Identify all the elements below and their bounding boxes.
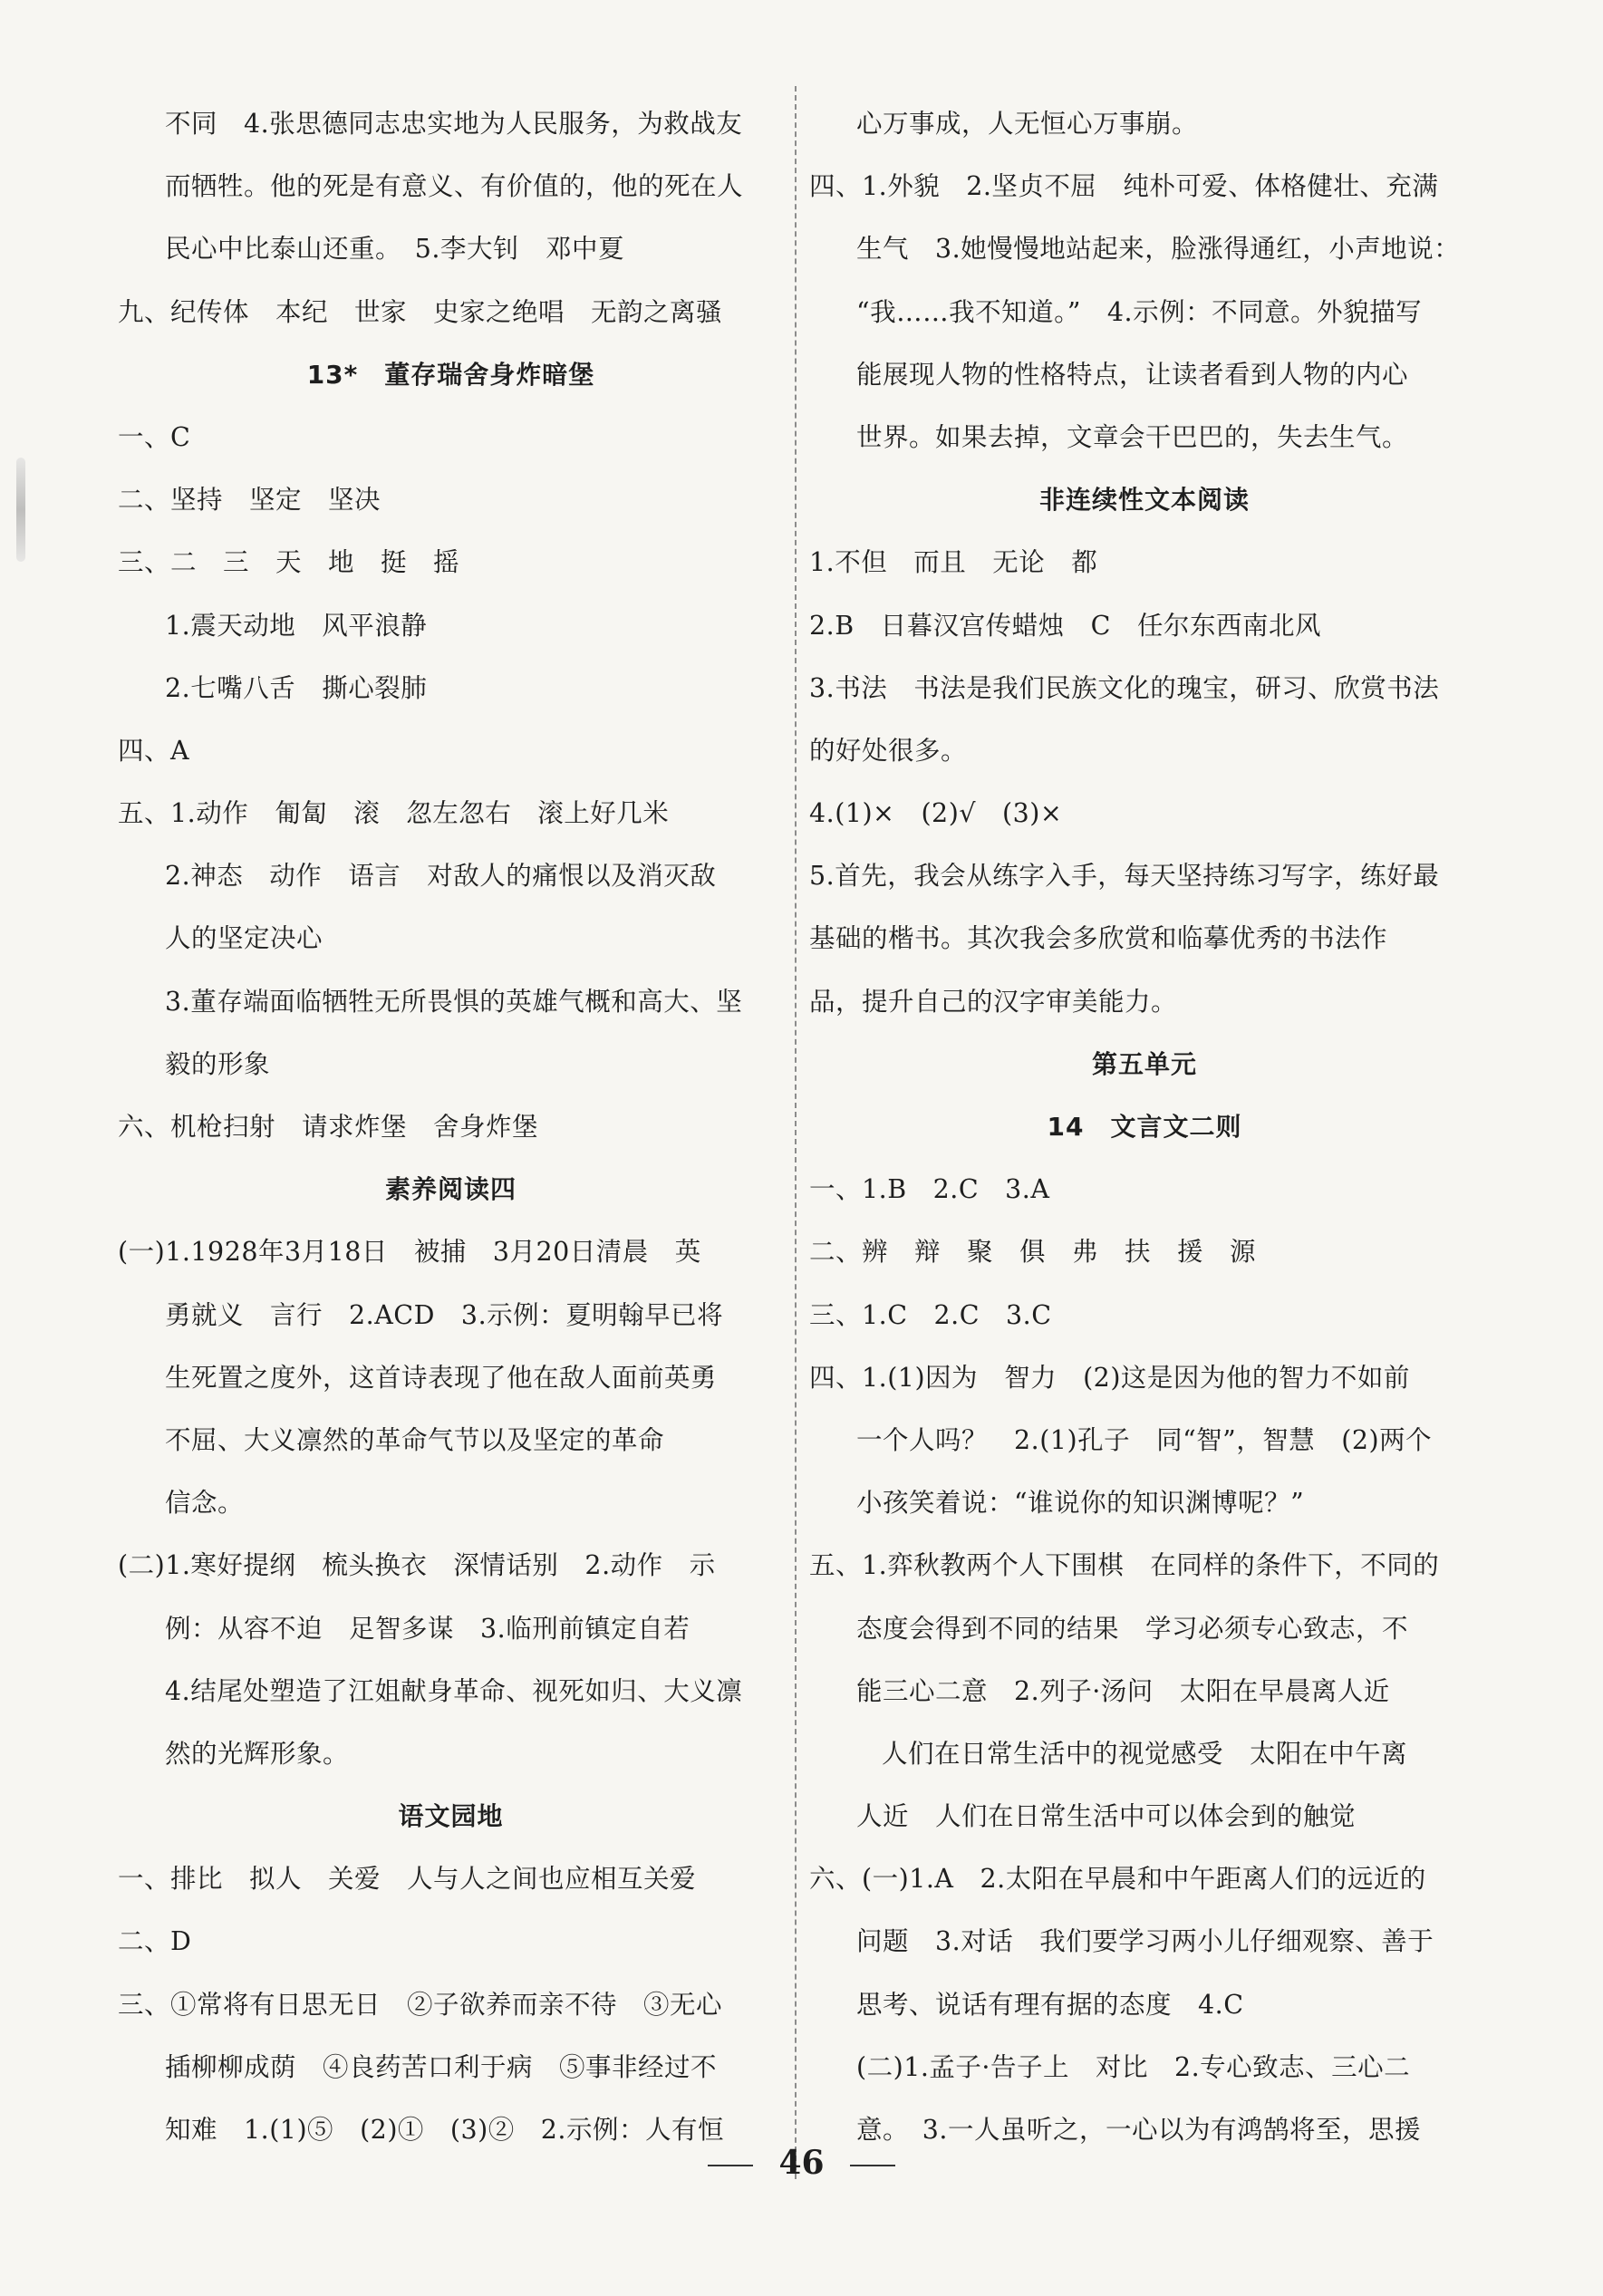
answer-line: 一、1.B 2.C 3.A	[809, 1174, 1050, 1205]
section-heading: 13* 董存瑞舍身炸暗堡	[306, 359, 595, 390]
answer-line: 知难 1.(1)⑤ (2)① (3)② 2.示例：人有恒	[165, 2115, 724, 2145]
answer-line: 一个人吗？ 2.(1)孔子 同“智”，智慧 (2)两个	[856, 1424, 1433, 1455]
answer-line: 二、辨 辩 聚 俱 弗 扶 援 源	[809, 1237, 1257, 1268]
answer-line: 心万事成，人无恒心万事崩。	[856, 109, 1199, 139]
answer-line: 人们在日常生活中的视觉感受 太阳在中午离	[882, 1738, 1408, 1769]
answer-line: 六、(一)1.A 2.太阳在早晨和中午距离人们的远近的	[809, 1864, 1426, 1895]
answer-line: 信念。	[165, 1488, 245, 1519]
answer-line: 1.震天动地 风平浪静	[165, 610, 428, 641]
answer-line: 五、1.动作 匍匐 滚 忽左忽右 滚上好几米	[118, 798, 670, 829]
answer-line: 插柳柳成荫 ④良药苦口利于病 ⑤事非经过不	[165, 2051, 718, 2082]
answer-line: (一)1.1928年3月18日 被捕 3月20日清晨 英	[118, 1237, 701, 1268]
answer-line: 4.(1)× (2)√ (3)×	[809, 798, 1063, 829]
answer-line: 一、C	[118, 421, 191, 452]
answer-line: 例：从容不迫 足智多谋 3.临刑前镇定自若	[165, 1613, 690, 1644]
section-heading: 素养阅读四	[384, 1174, 517, 1205]
answer-line: 二、坚持 坚定 坚决	[118, 485, 381, 516]
answer-line: 四、1.外貌 2.坚贞不屈 纯朴可爱、体格健壮、充满	[809, 171, 1439, 202]
answer-line: (二)1.寒好提纲 梳头换衣 深情话别 2.动作 示	[118, 1550, 716, 1581]
answer-line: 四、A	[118, 735, 190, 766]
answer-line: 2.神态 动作 语言 对敌人的痛恨以及消灭敌	[165, 861, 717, 892]
page-number: 46	[778, 2144, 825, 2182]
answer-line: 意。 3.一人虽听之，一心以为有鸿鹄将至，思援	[856, 2115, 1421, 2145]
answer-line: 1.不但 而且 无论 都	[809, 547, 1098, 578]
answer-line: 二、D	[118, 1926, 192, 1957]
footer-dash-right	[850, 2165, 895, 2166]
right-column	[809, 92, 1480, 2161]
answer-line: 毅的形象	[165, 1048, 271, 1079]
section-heading: 非连续性文本阅读	[1038, 485, 1250, 516]
answer-line: 三、1.C 2.C 3.C	[809, 1299, 1052, 1330]
answer-line: 一、排比 拟人 关爱 人与人之间也应相互关爱	[118, 1864, 697, 1895]
answer-line: 三、二 三 天 地 挺 摇	[118, 547, 460, 578]
answer-line: 思考、说话有理有据的态度 4.C	[856, 1989, 1244, 2020]
answer-line: 人的坚定决心	[165, 923, 323, 954]
answer-line: 3.董存端面临牺牲无所畏惧的英雄气概和高大、坚	[165, 986, 743, 1017]
answer-line: 2.B 日暮汉宫传蜡烛 C 任尔东西南北风	[809, 610, 1321, 641]
left-column	[118, 92, 784, 2161]
column-divider	[795, 86, 797, 2179]
footer-dash-left	[708, 2165, 753, 2166]
answer-line: 问题 3.对话 我们要学习两小儿仔细观察、善于	[856, 1926, 1434, 1957]
answer-line: (二)1.孟子·告子上 对比 2.专心致志、三心二	[856, 2051, 1411, 2082]
answer-line: 五、1.弈秋教两个人下围棋 在同样的条件下，不同的	[809, 1550, 1440, 1581]
section-heading: 14 文言文二则	[1047, 1112, 1242, 1142]
answer-line: 小孩笑着说：“谁说你的知识渊博呢？”	[856, 1488, 1305, 1519]
answer-line: 能展现人物的性格特点，让读者看到人物的内心	[856, 359, 1409, 390]
answer-line: 勇就义 言行 2.ACD 3.示例：夏明翰早已将	[165, 1299, 724, 1330]
answer-line: 4.结尾处塑造了江姐献身革命、视死如归、大义凛	[165, 1675, 743, 1706]
answer-line: 六、机枪扫射 请求炸堡 舍身炸堡	[118, 1112, 539, 1142]
answer-line: 的好处很多。	[809, 735, 968, 766]
answer-line: 3.书法 书法是我们民族文化的瑰宝，研习、欣赏书法	[809, 672, 1440, 703]
page-number-footer	[0, 2144, 1603, 2182]
section-heading: 语文园地	[398, 1801, 504, 1832]
answer-line: 5.首先，我会从练字入手，每天坚持练习写字，练好最	[809, 861, 1440, 892]
answer-line: 生气 3.她慢慢地站起来，脸涨得通红，小声地说：	[856, 234, 1461, 265]
answer-line: 2.七嘴八舌 撕心裂肺	[165, 672, 428, 703]
answer-line: 民心中比泰山还重。 5.李大钊 邓中夏	[165, 234, 624, 265]
answer-line: 生死置之度外，这首诗表现了他在敌人面前英勇	[165, 1362, 718, 1393]
scan-artifact	[16, 458, 25, 562]
answer-line: 态度会得到不同的结果 学习必须专心致志，不	[856, 1613, 1409, 1644]
section-heading: 第五单元	[1091, 1048, 1197, 1079]
answer-line: 不同 4.张思德同志忠实地为人民服务，为救战友	[165, 109, 743, 139]
answer-line: 三、①常将有日思无日 ②子欲养而亲不待 ③无心	[118, 1989, 723, 2020]
answer-line: 不屈、大义凛然的革命气节以及坚定的革命	[165, 1424, 665, 1455]
answer-line: 人近 人们在日常生活中可以体会到的触觉	[856, 1801, 1357, 1832]
answer-line: 基础的楷书。其次我会多欣赏和临摹优秀的书法作	[809, 923, 1388, 954]
answer-line: 世界。如果去掉，文章会干巴巴的，失去生气。	[856, 421, 1409, 452]
answer-line: 品，提升自己的汉字审美能力。	[809, 986, 1178, 1017]
answer-line: 然的光辉形象。	[165, 1738, 350, 1769]
answer-line: 九、纪传体 本纪 世家 史家之绝唱 无韵之离骚	[118, 296, 723, 327]
answer-line: 而牺牲。他的死是有意义、有价值的，他的死在人	[165, 171, 744, 202]
answer-line: 能三心二意 2.列子·汤问 太阳在早晨离人近	[856, 1675, 1390, 1706]
answer-line: “我……我不知道。” 4.示例：不同意。外貌描写	[856, 296, 1423, 327]
answer-line: 四、1.(1)因为 智力 (2)这是因为他的智力不如前	[809, 1362, 1410, 1393]
